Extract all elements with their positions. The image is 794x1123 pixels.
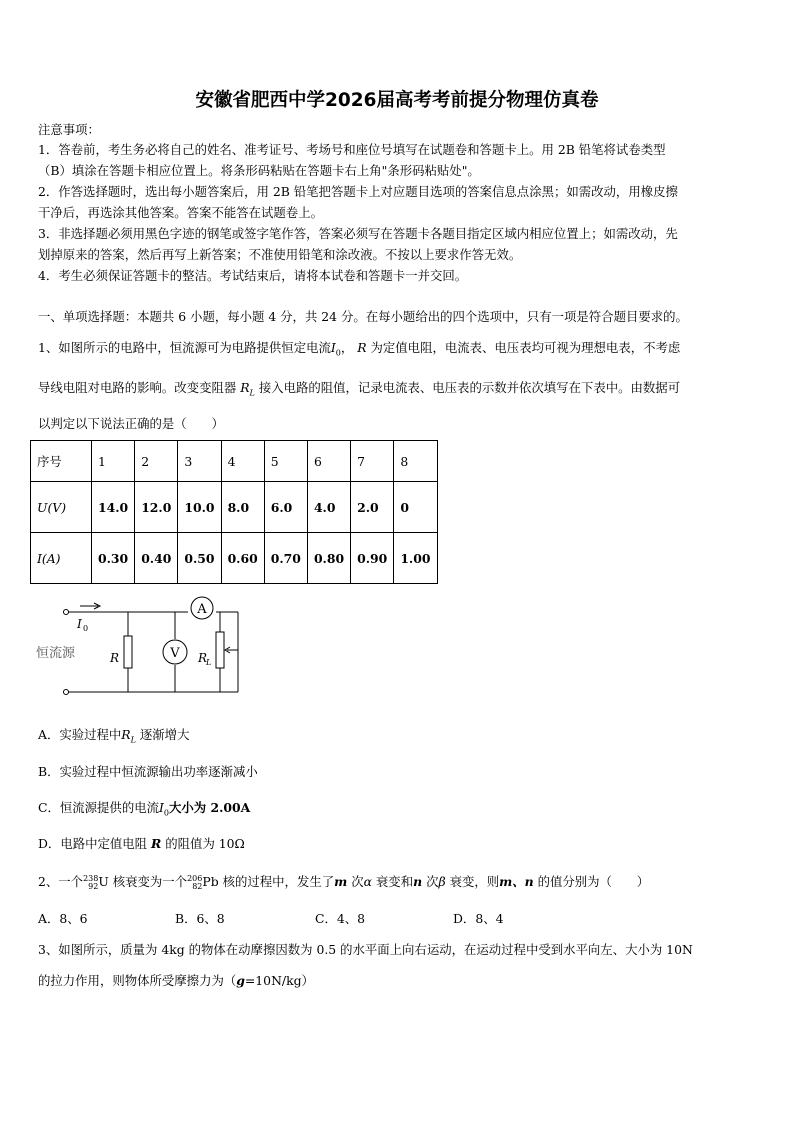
table-row	[31, 533, 438, 584]
q2-option-b: B．6、8	[175, 911, 225, 926]
q1-data-table	[30, 440, 438, 584]
table-cell: 12.0	[135, 482, 178, 533]
table-cell: 2	[135, 441, 178, 482]
table-cell: 0	[394, 482, 437, 533]
q1-option-d: D．电路中定值电阻 R 的阻值为 10Ω	[38, 836, 245, 851]
notice-item-3-line-1: 3．非选择题必须用黑色字迹的钢笔或签字笔作答，答案必须写在答题卡各题目指定区域内相应位置上；如需改动，先	[38, 226, 678, 241]
resistor-label: R	[110, 651, 120, 665]
q2-stem: 2、一个238 92U 核衰变为一个206 82Pb 核的过程中，发生了m 次α 衰变和n 次β 衰变，则m、n 的值分别为（ ）	[38, 873, 650, 891]
table-cell: 4.0	[307, 482, 350, 533]
q2-option-d: D．8、4	[453, 911, 504, 926]
voltmeter-icon: V	[170, 646, 180, 661]
table-cell: 2.0	[351, 482, 394, 533]
table-cell: 0.70	[264, 533, 307, 584]
table-cell: 0.90	[351, 533, 394, 584]
rheostat-subscript: L	[206, 658, 212, 667]
table-cell: 6.0	[264, 482, 307, 533]
section-heading: 一、单项选择题：本题共 6 小题，每小题 4 分，共 24 分。在每小题给出的四个选项中，只有一项是符合题目要求的。	[38, 309, 688, 324]
source-label: 恒流源	[36, 646, 76, 661]
notice-item-3-line-2: 划掉原来的答案，然后再写上新答案；不准使用铅笔和涂改液。不按以上要求作答无效。	[38, 247, 522, 262]
table-cell: 3	[178, 441, 221, 482]
notice-item-2-line-1: 2．作答选择题时，选出每小题答案后，用 2B 铅笔把答题卡上对应题目选项的答案信息点涂黑；如需改动，用橡皮擦	[38, 184, 678, 199]
table-cell: 0.60	[221, 533, 264, 584]
q3-line-2: 的拉力作用，则物体所受摩擦力为（g=10N/kg）	[38, 973, 314, 988]
current-subscript: 0	[83, 624, 89, 633]
ammeter-icon: A	[197, 602, 207, 617]
notice-item-1-line-1: 1．答卷前，考生务必将自己的姓名、准考证号、考场号和座位号填写在试题卷和答题卡上。用 2B 铅笔将试卷类型	[38, 142, 666, 157]
table-cell: 14.0	[92, 482, 135, 533]
table-cell: 1	[92, 441, 135, 482]
table-cell: 8	[394, 441, 437, 482]
page-title: 安徽省肥西中学2026届高考考前提分物理仿真卷	[195, 90, 599, 111]
table-cell: 4	[221, 441, 264, 482]
circuit-diagram	[30, 594, 260, 704]
notice-item-4: 4．考生必须保证答题卡的整洁。考试结束后，请将本试卷和答题卡一并交回。	[38, 268, 468, 283]
table-cell: 8.0	[221, 482, 264, 533]
table-row	[31, 441, 438, 482]
table-cell: 序号	[31, 441, 92, 482]
table-cell: 0.50	[178, 533, 221, 584]
table-cell: 6	[307, 441, 350, 482]
table-row	[31, 482, 438, 533]
q1-option-b: B．实验过程中恒流源输出功率逐渐减小	[38, 764, 258, 779]
table-cell: 0.40	[135, 533, 178, 584]
q1-option-c: C．恒流源提供的电流$I_0$大小为 2.00A	[38, 800, 251, 818]
table-cell: 7	[351, 441, 394, 482]
table-cell: 0.30	[92, 533, 135, 584]
q1-line-1: 1、如图所示的电路中，恒流源可为电路提供恒定电流$I_0$， R 为定值电阻，电流表、电压表均可视为理想电表，不考虑	[38, 340, 681, 358]
q2-option-c: C．4、8	[315, 911, 366, 926]
table-cell: 1.00	[394, 533, 437, 584]
table-cell: 5	[264, 441, 307, 482]
notice-heading: 注意事项：	[38, 122, 100, 137]
rheostat-label: R	[198, 651, 208, 665]
table-cell: U(V)	[31, 482, 92, 533]
table-cell: I(A)	[31, 533, 92, 584]
q2-option-a: A．8、6	[38, 911, 88, 926]
current-label: I	[77, 617, 82, 631]
q1-line-2: 导线电阻对电路的影响。改变变阻器 $R_L$ 接入电路的阻值，记录电流表、电压表的示数并依次填写在下表中。由数据可	[38, 380, 681, 398]
q1-option-a: A．实验过程中$R_L$ 逐渐增大	[38, 727, 190, 745]
notice-item-2-line-2: 干净后，再选涂其他答案。答案不能答在试题卷上。	[38, 205, 323, 220]
table-cell: 0.80	[307, 533, 350, 584]
table-cell: 10.0	[178, 482, 221, 533]
q3-line-1: 3、如图所示，质量为 4kg 的物体在动摩擦因数为 0.5 的水平面上向右运动，在运动过程中受到水平向左、大小为 10N	[38, 942, 693, 957]
notice-item-1-line-2: （B）填涂在答题卡相应位置上。将条形码粘贴在答题卡右上角"条形码粘贴处"。	[38, 163, 480, 178]
q1-line-3: 以判定以下说法正确的是（ ）	[38, 416, 224, 431]
